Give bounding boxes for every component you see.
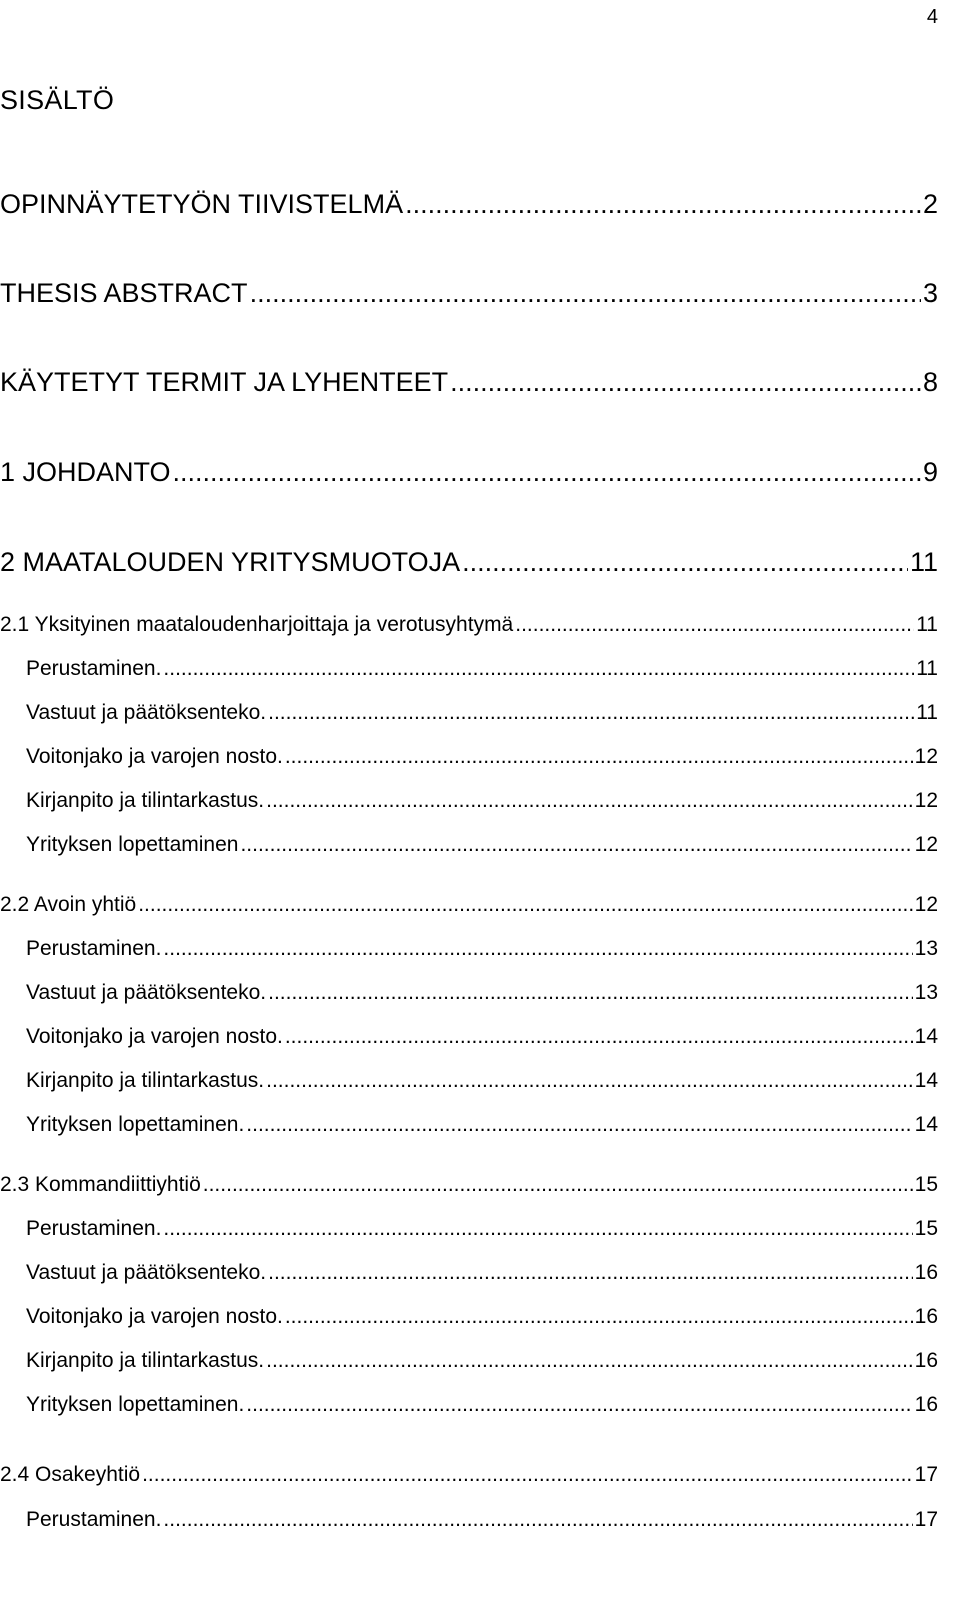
toc-entry[interactable] — [0, 457, 938, 488]
toc-entry-text: KÄYTETYT TERMIT JA LYHENTEET — [0, 367, 449, 397]
toc-entry-text: 2.2 Avoin yhtiö — [0, 893, 137, 916]
toc-leader-dots — [203, 1173, 913, 1197]
toc-entry[interactable] — [0, 189, 938, 220]
toc-entry-text: Perustaminen. — [26, 1217, 162, 1240]
toc-entry[interactable] — [0, 613, 938, 637]
toc-entry[interactable] — [0, 1113, 938, 1137]
toc-leader-dots — [163, 937, 912, 961]
toc-entry-text: Perustaminen. — [26, 657, 162, 680]
toc-entry-text: Vastuut ja päätöksenteko. — [26, 981, 267, 1004]
toc-entry-page: 16 — [914, 1261, 938, 1284]
toc-entry[interactable] — [0, 833, 938, 857]
toc-entry-page: 13 — [914, 981, 938, 1004]
toc-entry-text: Voitonjako ja varojen nosto. — [26, 1025, 283, 1048]
toc-entry-page: 11 — [916, 701, 938, 724]
toc-leader-dots — [266, 1349, 913, 1373]
toc-entry[interactable] — [0, 1261, 938, 1285]
toc-entry[interactable] — [0, 657, 938, 681]
toc-leader-dots — [163, 1508, 912, 1532]
toc-entry-page: 11 — [916, 657, 938, 680]
toc-entry-page: 16 — [914, 1349, 938, 1372]
toc-leader-dots — [450, 367, 921, 398]
toc-entry-page: 16 — [914, 1305, 938, 1328]
toc-entry-page: 14 — [914, 1025, 938, 1048]
toc-entry-page: 16 — [914, 1393, 938, 1416]
toc-leader-dots — [285, 745, 913, 769]
toc-entry[interactable] — [0, 278, 938, 309]
toc-entry-page: 15 — [914, 1173, 938, 1196]
toc-entry-text: Kirjanpito ja tilintarkastus. — [26, 1069, 265, 1092]
toc-leader-dots — [405, 189, 921, 220]
toc-entry[interactable] — [0, 1025, 938, 1049]
toc-entry-text: Kirjanpito ja tilintarkastus. — [26, 1349, 265, 1372]
toc-leader-dots — [268, 701, 914, 725]
toc-leader-dots — [138, 893, 912, 917]
toc-entry[interactable] — [0, 1349, 938, 1373]
toc-entry[interactable] — [0, 1217, 938, 1241]
toc-entry-text: Perustaminen. — [26, 937, 162, 960]
toc-leader-dots — [268, 981, 913, 1005]
toc-entry-text: THESIS ABSTRACT — [0, 278, 248, 308]
toc-entry-text: Voitonjako ja varojen nosto. — [26, 745, 283, 768]
toc-entry-text: Yrityksen lopettaminen. — [26, 1393, 245, 1416]
toc-leader-dots — [246, 1393, 912, 1417]
toc-leader-dots — [163, 1217, 912, 1241]
toc-entry[interactable] — [0, 1173, 938, 1197]
toc-entry-page: 11 — [916, 613, 938, 636]
toc-entry-page: 12 — [914, 833, 938, 856]
toc-entry[interactable] — [0, 937, 938, 961]
toc-entry[interactable] — [0, 1305, 938, 1329]
toc-leader-dots — [266, 1069, 913, 1093]
toc-entry[interactable] — [0, 701, 938, 725]
toc-leader-dots — [142, 1463, 913, 1487]
toc-entry-text: Voitonjako ja varojen nosto. — [26, 1305, 283, 1328]
toc-leader-dots — [163, 657, 914, 681]
toc-title: SISÄLTÖ — [0, 85, 115, 115]
toc-entry[interactable] — [0, 789, 938, 813]
toc-entry-page: 12 — [914, 745, 938, 768]
toc-leader-dots — [173, 457, 921, 488]
toc-entry-text: OPINNÄYTETYÖN TIIVISTELMÄ — [0, 189, 404, 219]
toc-entry-text: Yrityksen lopettaminen. — [26, 1113, 245, 1136]
toc-entry-text: 2.3 Kommandiittiyhtiö — [0, 1173, 201, 1196]
toc-entry-text: 2.1 Yksityinen maataloudenharjoittaja ja verotusyhtymä — [0, 613, 514, 636]
toc-entry[interactable] — [0, 1508, 938, 1532]
toc-entry-page: 11 — [909, 547, 938, 577]
toc-entry-text: Perustaminen. — [26, 1508, 162, 1531]
toc-entry-page: 12 — [914, 789, 938, 812]
toc-entry-page: 15 — [914, 1217, 938, 1240]
toc-entry[interactable] — [0, 1069, 938, 1093]
page-number: 4 — [926, 6, 938, 28]
toc-leader-dots — [285, 1305, 913, 1329]
toc-entry-page: 9 — [922, 457, 938, 487]
toc-entry-page: 8 — [922, 367, 938, 397]
toc-leader-dots — [515, 613, 914, 637]
toc-entry-page: 17 — [914, 1508, 938, 1531]
toc-entry-text: 2.4 Osakeyhtiö — [0, 1463, 141, 1486]
toc-entry-text: Vastuut ja päätöksenteko. — [26, 1261, 267, 1284]
toc-leader-dots — [240, 833, 912, 857]
toc-entry-page: 14 — [914, 1113, 938, 1136]
toc-entry[interactable] — [0, 1463, 938, 1487]
toc-entry-page: 13 — [914, 937, 938, 960]
toc-leader-dots — [266, 789, 913, 813]
toc-entry-text: Yrityksen lopettaminen — [26, 833, 239, 856]
toc-entry-text: Kirjanpito ja tilintarkastus. — [26, 789, 265, 812]
toc-entry-page: 14 — [914, 1069, 938, 1092]
toc-leader-dots — [246, 1113, 912, 1137]
toc-entry[interactable] — [0, 547, 938, 578]
toc-entry-page: 17 — [914, 1463, 938, 1486]
toc-entry-page: 12 — [914, 893, 938, 916]
toc-entry[interactable] — [0, 981, 938, 1005]
toc-entry-text: 1 JOHDANTO — [0, 457, 171, 487]
toc-entry[interactable] — [0, 745, 938, 769]
toc-entry-page: 2 — [922, 189, 938, 219]
toc-entry-text: 2 MAATALOUDEN YRITYSMUOTOJA — [0, 547, 461, 577]
toc-leader-dots — [462, 547, 908, 578]
toc-entry-page: 3 — [922, 278, 938, 308]
toc-entry[interactable] — [0, 367, 938, 398]
toc-leader-dots — [285, 1025, 913, 1049]
toc-leader-dots — [250, 278, 921, 309]
toc-entry[interactable] — [0, 893, 938, 917]
toc-entry[interactable] — [0, 1393, 938, 1417]
toc-entry-text: Vastuut ja päätöksenteko. — [26, 701, 267, 724]
toc-leader-dots — [268, 1261, 913, 1285]
